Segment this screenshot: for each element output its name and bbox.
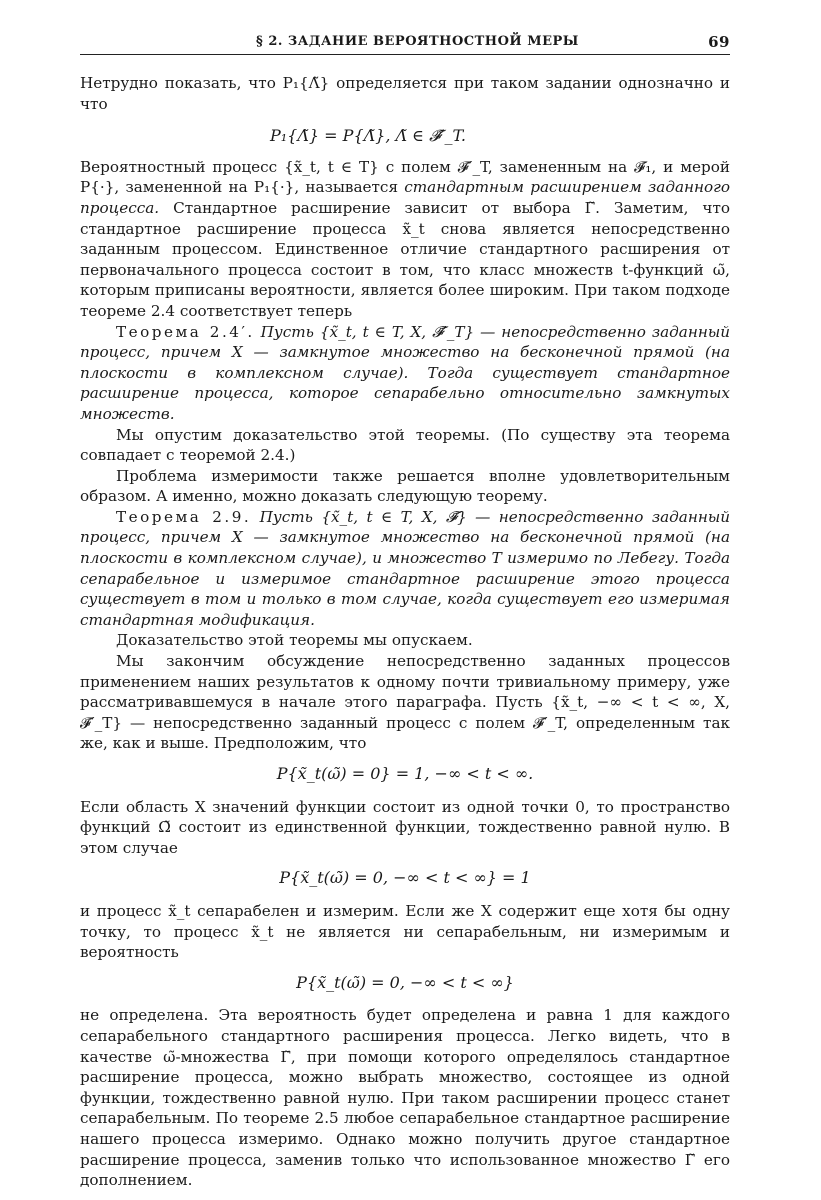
body-text: [80, 73, 730, 1191]
formula-2: P{x̃_t(ω̃) = 0} = 1, −∞ < t < ∞.: [276, 764, 534, 783]
running-head: [80, 30, 730, 55]
paragraph-4: Проблема измеримости также решается вполне удовлетворительным образом. А именно, можно доказать следующую теорему.: [80, 466, 730, 506]
theorem-2-9: [80, 507, 730, 631]
theorem-2-9-text: Пусть {x̃_t, t ∈ T, X, 𝓕̃} — непосредственно заданный процесс, причем X — замкнутое множество на бесконечной прямой (на плоскости в комплексном случае), и множество T измеримо по Лебегу. Тогда сепарабельное и измеримое стандартное расширение этого процесса существует в том и только в том случае, когда существует его измеримая стандартная модификация.: [80, 507, 730, 629]
formula-1: P₁{Λ̃} = P{Λ̃}, Λ̃ ∈ 𝓕̃′_T.: [270, 126, 466, 146]
paragraph-8: и процесс x̃_t сепарабелен и измерим. Если же X содержит еще хотя бы одну точку, то процесс x̃_t не является ни сепарабельным, ни измеримым и вероятность: [80, 901, 730, 962]
page-number: 69: [708, 33, 730, 51]
paragraph-2: [80, 157, 730, 322]
formula-3: P{x̃_t(ω̃) = 0, −∞ < t < ∞} = 1: [279, 868, 531, 888]
paragraph-9: не определена. Эта вероятность будет определена и равна 1 для каждого сепарабельного стандартного расширения процесса. Легко видеть, что в качестве ω̃-множества Γ̃, при помощи которого определялось стандартное расширение процесса, можно выбрать множество, состоящее из одной функции, тождественно равной нулю. При таком расширении процесс станет сепарабельным. По теореме 2.5 любое сепарабельное стандартное расширение нашего процесса измеримо. Однако можно получить другое стандартное расширение процесса, заменив только что использованное множество Γ̃ его дополнением.: [80, 1006, 730, 1190]
section-title: § 2. ЗАДАНИЕ ВЕРОЯТНОСТНОЙ МЕРЫ: [256, 34, 579, 49]
paragraph-2-end: Стандартное расширение зависит от выбора Γ̃. Заметим, что стандартное расширение процесса x̃_t снова является непосредственно заданным процессом. Единственное отличие стандартного расширения от первоначального процесса состоит в том, что класс множеств t-функций ω̃, которым приписаны вероятности, является более широким. При таком подходе теореме 2.4 соответствует теперь: [80, 198, 730, 320]
theorem-2-4-label: Теорема 2.4′.: [116, 322, 255, 341]
theorem-2-4-text: Пусть {x̃_t, t ∈ T, X, 𝓕̃′_T} — непосредственно заданный процесс, причем X — замкнутое множество на бесконечной прямой (на плоскости в комплексном случае). Тогда существует стандартное расширение процесса, которое сепарабельно относительно замкнутых множеств.: [80, 322, 730, 423]
paragraph-1: Нетрудно показать, что P₁{Λ̃} определяется при таком задании однозначно и что: [80, 74, 730, 113]
paragraph-6: Мы закончим обсуждение непосредственно заданных процессов применением наших результатов к одному почти тривиальному примеру, уже рассматривавшемуся в начале этого параграфа. Пусть {x̃_t, −∞ < t < ∞, X, 𝓕̃′_T} — непосредственно заданный процесс с полем 𝓕̃′_T, определенным так же, как и выше. Предположим, что: [80, 652, 730, 753]
paragraph-5: Доказательство этой теоремы мы опускаем.: [116, 631, 473, 650]
paragraph-3: Мы опустим доказательство этой теоремы. (По существу эта теорема совпадает с теоремой 2.4.): [80, 425, 730, 465]
formula-4: P{x̃_t(ω̃) = 0, −∞ < t < ∞}: [296, 972, 514, 992]
theorem-2-4-prime: [80, 322, 730, 425]
paragraph-2-start: Вероятностный процесс {x̃_t, t ∈ T} с полем 𝓕̃′_T, замененным на 𝓕̃₁, и мерой P{·}, замененной на P₁{·}, называется: [80, 157, 730, 197]
theorem-2-9-label: Теорема 2.9.: [116, 507, 252, 526]
paragraph-7: Если область X значений функции состоит из одной точки 0, то пространство функций Ω̃ состоит из единственной функции, тождественно равной нулю. В этом случае: [80, 797, 730, 857]
definition-term: стандартным расширением заданного процесса.: [80, 178, 730, 217]
book-page: [80, 30, 730, 1191]
